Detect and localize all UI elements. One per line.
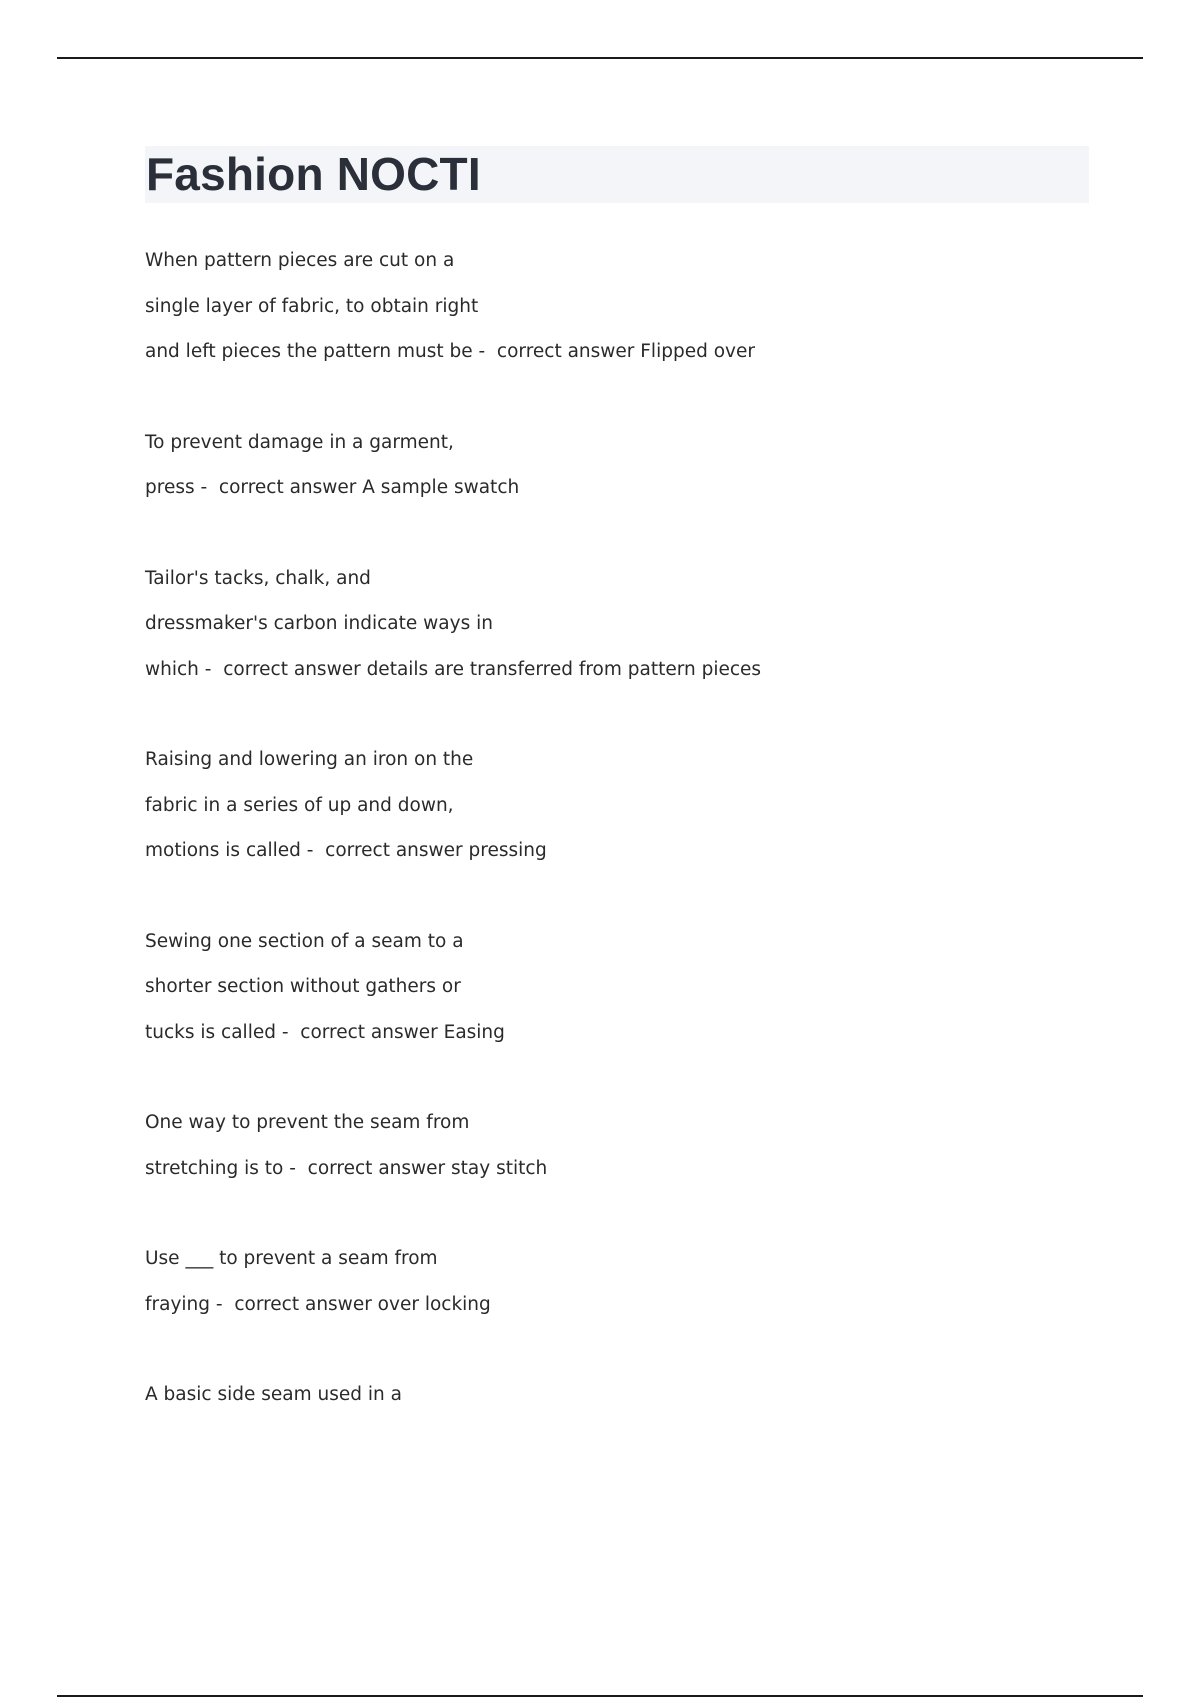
text-line: fraying - correct answer over locking xyxy=(145,1293,491,1315)
top-rule xyxy=(57,57,1143,59)
qa-item xyxy=(145,919,1085,1056)
text-line: tucks is called - correct answer Easing xyxy=(145,1021,505,1043)
text-line: and left pieces the pattern must be - correct answer Flipped over xyxy=(145,341,755,362)
text-line: single layer of fabric, to obtain right xyxy=(145,295,479,317)
text-line: shorter section without gathers or xyxy=(145,976,461,997)
text-line: Use ___ to prevent a seam from xyxy=(145,1248,438,1269)
text-line: Raising and lowering an iron on the xyxy=(145,749,474,770)
text-line: To prevent damage in a garment, xyxy=(145,431,454,453)
qa-item xyxy=(145,420,1085,511)
qa-item xyxy=(145,737,1085,874)
text-line: Sewing one section of a seam to a xyxy=(145,930,464,952)
qa-item xyxy=(145,1236,1085,1327)
page-title: Fashion NOCTI xyxy=(146,148,481,200)
qa-item xyxy=(145,238,1085,375)
text-line: which - correct answer details are transferred from pattern pieces xyxy=(145,658,762,680)
text-line: dressmaker's carbon indicate ways in xyxy=(145,613,493,634)
text-line: motions is called - correct answer pressing xyxy=(145,840,547,861)
text-line: press - correct answer A sample swatch xyxy=(145,477,520,498)
text-line: fabric in a series of up and down, xyxy=(145,794,454,816)
text-line: One way to prevent the seam from xyxy=(145,1112,470,1133)
qa-item xyxy=(145,556,1085,693)
text-line: stretching is to - correct answer stay stitch xyxy=(145,1157,548,1179)
qa-item xyxy=(145,1100,1085,1191)
qa-item xyxy=(145,1372,1085,1418)
document-body xyxy=(145,238,1085,1463)
text-line: A basic side seam used in a xyxy=(145,1384,402,1405)
text-line: When pattern pieces are cut on a xyxy=(145,250,455,271)
text-line: Tailor's tacks, chalk, and xyxy=(145,567,371,589)
bottom-rule xyxy=(57,1695,1143,1697)
